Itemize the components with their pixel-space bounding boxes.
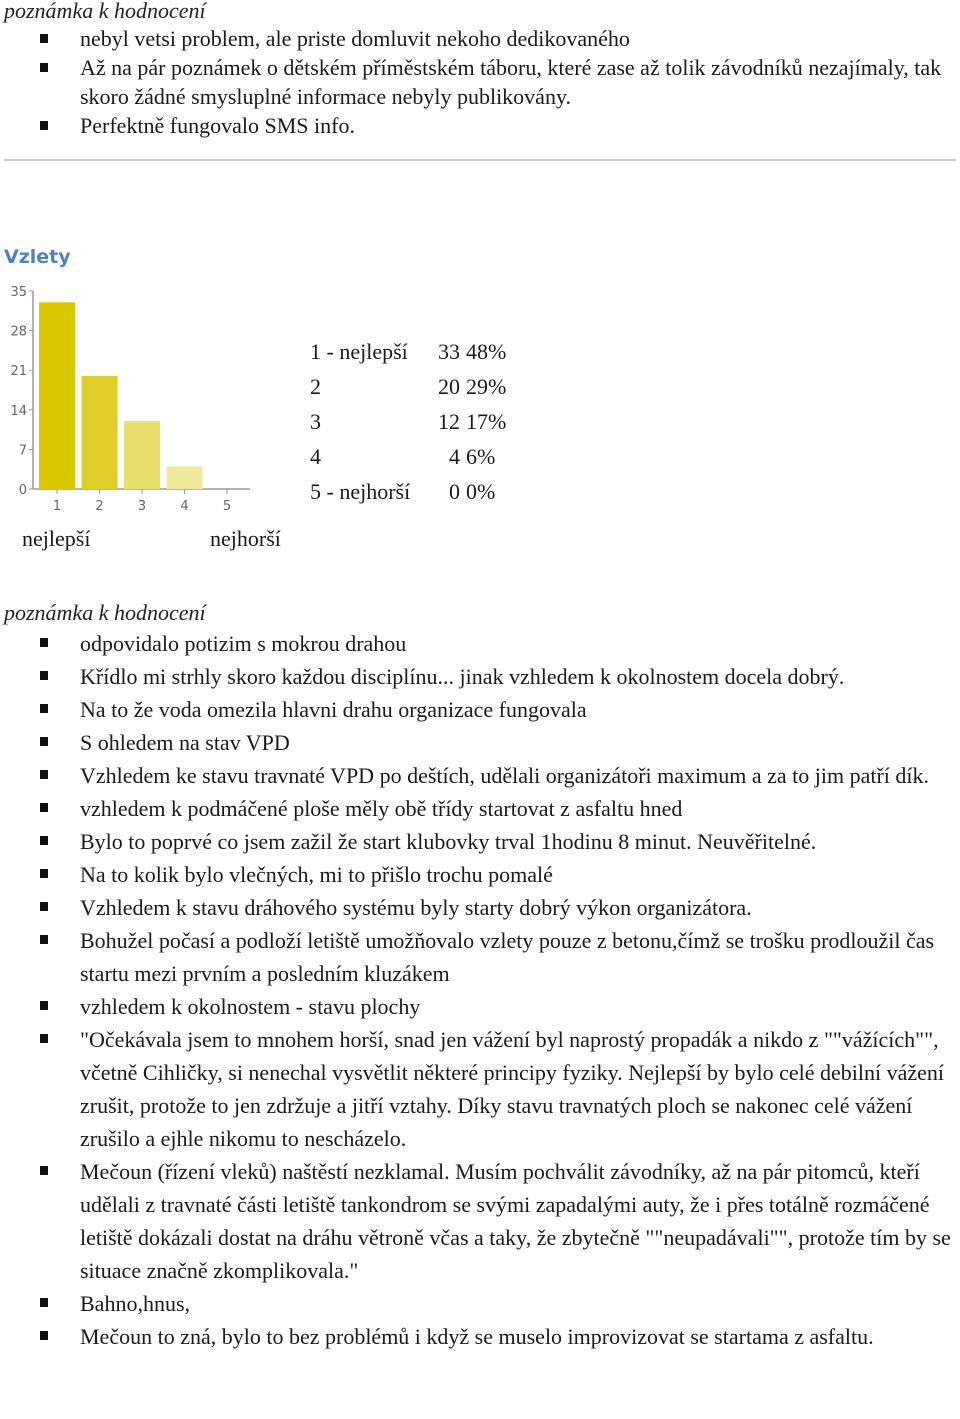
y-tick-label: 21 <box>10 364 27 380</box>
table-row <box>310 334 506 369</box>
list-item-text: vzhledem k podmáčené ploše měly obě třídy startovat z asfaltu hned <box>80 796 683 821</box>
list-item <box>40 111 955 140</box>
table-row <box>310 439 506 474</box>
y-tick-label: 14 <box>10 403 27 419</box>
list-item-text: Bylo to poprvé co jsem zažil že start klubovky trval 1hodinu 8 minut. Neuvěřitelné. <box>80 829 817 854</box>
stats-count: 12 <box>438 409 460 434</box>
notes-list <box>40 627 955 1353</box>
x-tick-label: 4 <box>180 499 189 514</box>
section-title: Vzlety <box>4 246 71 268</box>
bullet-square-icon <box>40 737 48 746</box>
stats-percent: 29% <box>466 374 507 399</box>
list-item <box>40 792 955 825</box>
list-item-text: Perfektně fungovalo SMS info. <box>80 113 355 138</box>
stats-percent: 48% <box>466 339 507 364</box>
stats-count: 4 <box>449 444 460 469</box>
bullet-square-icon <box>40 869 48 878</box>
stats-label: 5 - nejhorší <box>310 479 411 504</box>
list-item-text: Vzhledem k stavu dráhového systému byly starty dobrý výkon organizátora. <box>80 895 752 920</box>
list-item <box>40 660 955 693</box>
list-item <box>40 24 955 53</box>
list-item <box>40 924 955 990</box>
best-label: nejlepší <box>22 526 91 551</box>
list-item-text: Bohužel počasí a podloží letiště umožňovalo vzlety pouze z betonu,čímž se trošku prodloužil čas startu mezi prvním a posledním kluzákem <box>80 928 935 986</box>
list-item-text: S ohledem na stav VPD <box>80 730 290 755</box>
stats-label: 4 <box>310 444 321 469</box>
bullet-square-icon <box>40 638 48 647</box>
stats-count: 20 <box>438 374 460 399</box>
stats-percent: 6% <box>466 444 496 469</box>
section-divider <box>4 159 956 161</box>
x-tick-label: 1 <box>52 499 62 514</box>
list-item <box>40 825 955 858</box>
bullet-square-icon <box>40 34 48 43</box>
bullet-square-icon <box>40 935 48 944</box>
stats-table <box>310 334 506 509</box>
bullet-square-icon <box>40 1166 48 1175</box>
stats-label: 3 <box>310 409 321 434</box>
bullet-square-icon <box>40 704 48 713</box>
list-item-text: Na to kolik bylo vlečných, mi to přišlo trochu pomalé <box>80 862 553 887</box>
worst-label: nejhorší <box>210 526 281 551</box>
list-item-text: odpovidalo potizim s mokrou drahou <box>80 631 407 656</box>
table-row <box>310 474 506 509</box>
list-item-text: Bahno,hnus, <box>80 1291 190 1316</box>
stats-percent: 17% <box>466 409 507 434</box>
x-tick-label: 5 <box>222 499 232 514</box>
list-item-text: Mečoun (řízení vleků) naštěstí nezklamal. Musím pochválit závodníky, až na pár pitomců, kteří udělali z travnaté části letiště tankondrom se svými zapadalými auty, že i přes totálně rozmáčené letiště dokázali dostat na dráhu větroně včas a taky, že zbytečně ""neupadávali"", protože tím by se situace značně zkomplikovala." <box>80 1159 951 1283</box>
bar <box>167 466 203 489</box>
list-item <box>40 1287 955 1320</box>
bullet-square-icon <box>40 836 48 845</box>
top-note-heading: poznámka k hodnocení <box>4 0 206 23</box>
rating-bar-chart <box>0 280 300 520</box>
list-item-text: Na to že voda omezila hlavni drahu organizace fungovala <box>80 697 587 722</box>
list-item <box>40 726 955 759</box>
bullet-square-icon <box>40 1034 48 1043</box>
table-row <box>310 404 506 439</box>
bullet-square-icon <box>40 770 48 779</box>
list-item <box>40 693 955 726</box>
stats-count: 0 <box>449 479 460 504</box>
bullet-square-icon <box>40 121 48 130</box>
y-tick-label: 28 <box>10 324 27 340</box>
notes-heading: poznámka k hodnocení <box>4 600 206 625</box>
list-item <box>40 858 955 891</box>
top-note-list <box>40 24 955 140</box>
bullet-square-icon <box>40 63 48 72</box>
stats-percent: 0% <box>466 479 496 504</box>
bullet-square-icon <box>40 671 48 680</box>
list-item-text: nebyl vetsi problem, ale priste domluvit nekoho dedikovaného <box>80 26 630 51</box>
list-item-text: Vzhledem ke stavu travnaté VPD po deštích, udělali organizátoři maximum a za to jim patří dík. <box>80 763 930 788</box>
stats-label: 2 <box>310 374 321 399</box>
y-tick-label: 35 <box>10 285 27 300</box>
stats-label: 1 - nejlepší <box>310 339 408 364</box>
list-item <box>40 1155 955 1287</box>
list-item <box>40 891 955 924</box>
bar <box>39 302 75 489</box>
y-tick-label: 0 <box>18 483 27 498</box>
bar <box>124 421 160 489</box>
table-row <box>310 369 506 404</box>
list-item-text: "Očekávala jsem to mnohem horší, snad jen vážení byl naprostý propadák a nikdo z ""vážících"", včetně Cihličky, si nenechal vysvětlit některé principy fyziky. Nejlepší by bylo celé debilní vážení zrušit, protože to jen zdržuje a jitří vztahy. Díky stavu travnatých ploch se nakonec celé vážení zrušilo a ejhle nikomu to nescházelo. <box>80 1027 945 1151</box>
bullet-square-icon <box>40 803 48 812</box>
bullet-square-icon <box>40 902 48 911</box>
list-item <box>40 759 955 792</box>
list-item-text: Až na pár poznámek o dětském příměstském táboru, které zase až tolik závodníků nezajímaly, tak skoro žádné smysluplné informace nebyly publikovány. <box>80 55 942 109</box>
list-item <box>40 990 955 1023</box>
list-item <box>40 53 955 111</box>
list-item <box>40 1023 955 1155</box>
list-item-text: vzhledem k okolnostem - stavu plochy <box>80 994 421 1019</box>
list-item <box>40 1320 955 1353</box>
bar <box>82 376 118 489</box>
bullet-square-icon <box>40 1298 48 1307</box>
y-tick-label: 7 <box>18 443 27 459</box>
list-item <box>40 627 955 660</box>
x-tick-label: 3 <box>137 499 147 514</box>
list-item-text: Mečoun to zná, bylo to bez problémů i když se muselo improvizovat se startama z asfaltu. <box>80 1324 874 1349</box>
bullet-square-icon <box>40 1331 48 1340</box>
bullet-square-icon <box>40 1001 48 1010</box>
x-tick-label: 2 <box>95 499 104 514</box>
list-item-text: Křídlo mi strhly skoro každou disciplínu... jinak vzhledem k okolnostem docela dobrý. <box>80 664 845 689</box>
stats-count: 33 <box>438 339 460 364</box>
